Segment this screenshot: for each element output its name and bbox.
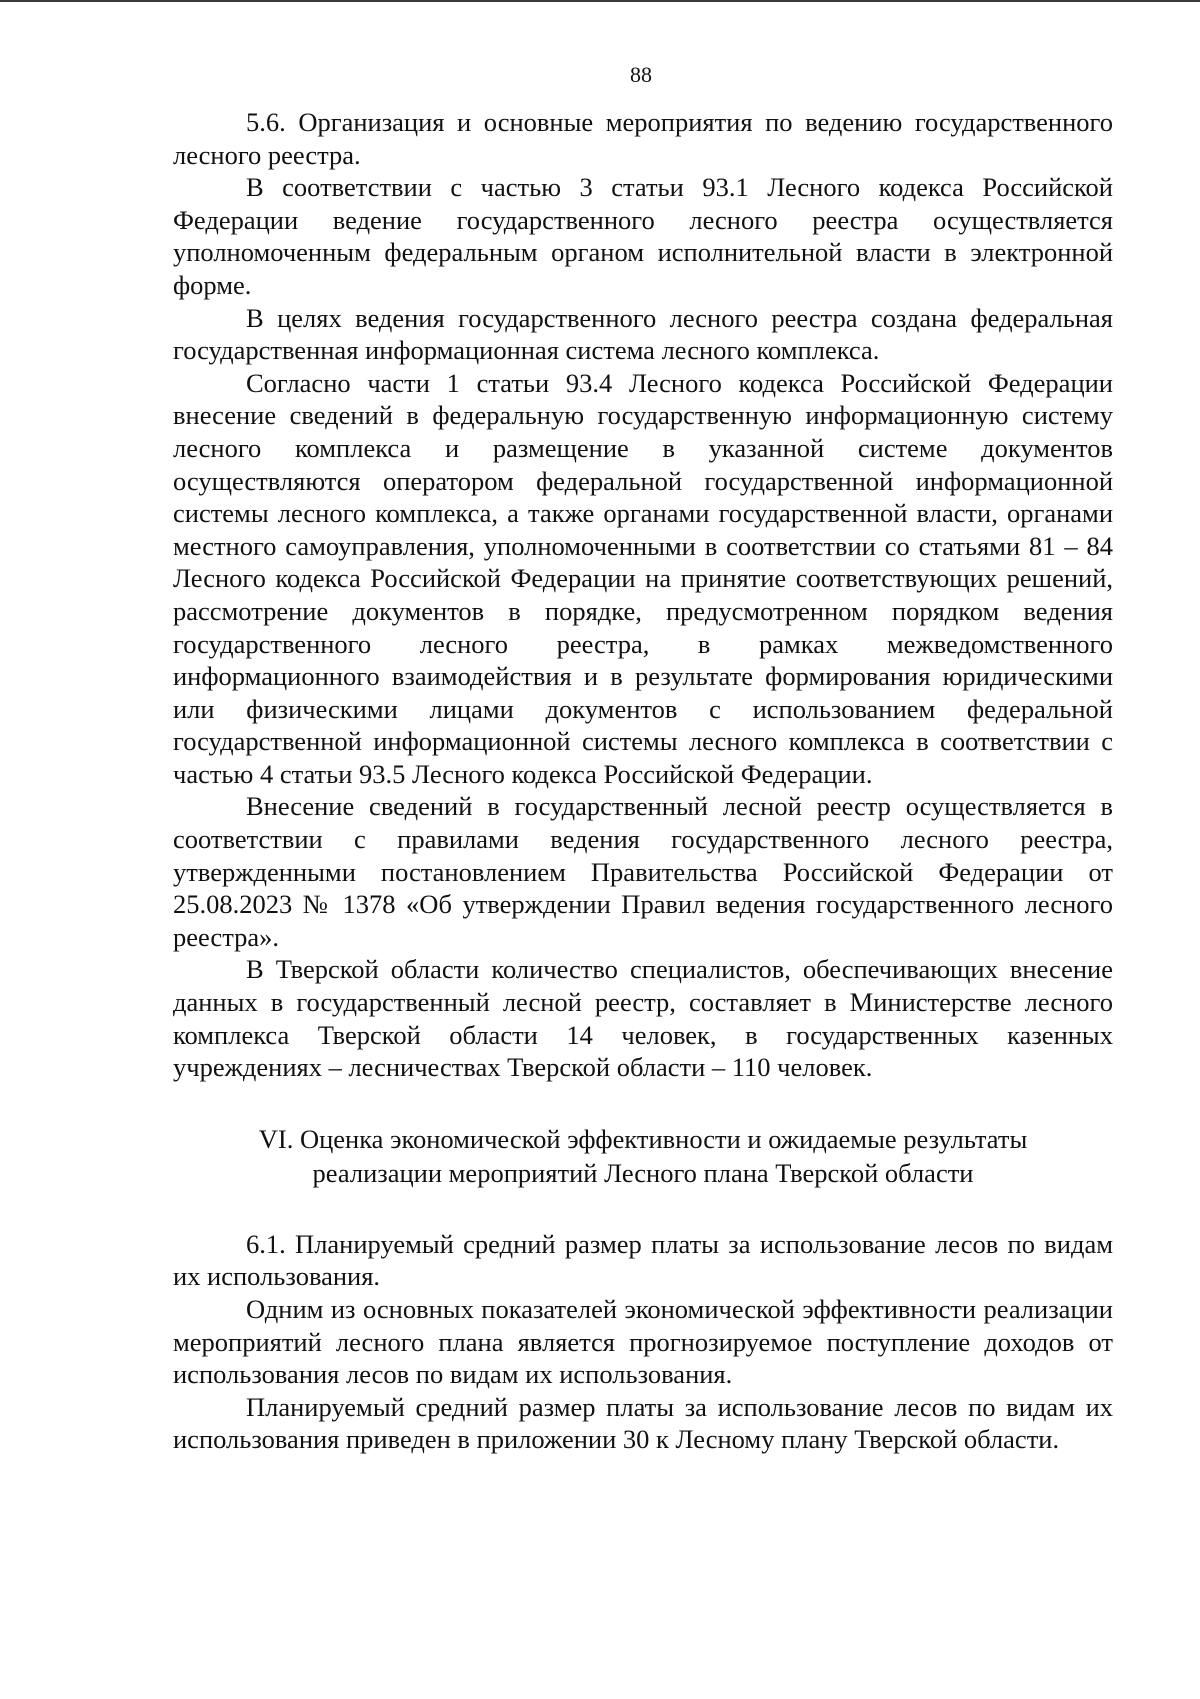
paragraph: В соответствии с частью 3 статьи 93.1 Лесного кодекса Российской Федерации ведение государственного лесного реестра осуществляется уполномоченным федеральным органом исполнительной власти в электронной форме. [173,172,1113,300]
scan-edge [0,0,1200,2]
section-6-heading-line-1: VI. Оценка экономической эффективности и ожидаемые результаты [258,1123,1028,1154]
section-6-heading-line-2: реализации мероприятий Лесного плана Тверской области [312,1157,974,1188]
paragraph: Внесение сведений в государственный лесной реестр осуществляется в соответствии с правилами ведения государственного лесного реестра, утвержденными постановлением Правительства Российской Федерации от 25.08.2023 № 1378 «Об утверждении Правил ведения государственного лесного реестра». [173,791,1113,952]
paragraph: В целях ведения государственного лесного реестра создана федеральная государственная информационная система лесного комплекса. [173,302,1113,366]
section-5-6-title: 5.6. Организация и основные мероприятия по ведению государственного лесного реестра. [173,107,1113,170]
paragraph: Одним из основных показателей экономической эффективности реализации мероприятий лесного плана является прогнозируемое поступление доходов от использования лесов по видам их использования. [173,1294,1113,1390]
paragraph: В Тверской области количество специалистов, обеспечивающих внесение данных в государственный лесной реестр, составляет в Министерстве лесного комплекса Тверской области 14 человек, в государственных казенных учреждениях – лесничествах Тверской области – 110 человек. [173,954,1113,1083]
document-body [173,106,1113,1456]
section-6-1-title: 6.1. Планируемый средний размер платы за использование лесов по видам их использования. [173,1228,1113,1292]
paragraph: Согласно части 1 статьи 93.4 Лесного кодекса Российской Федерации внесение сведений в федеральную государственную информационную систему лесного комплекса и размещение в указанной системе документов осуществляются оператором федеральной государственной информационной системы лесного комплекса, а также органами государственной власти, органами местного самоуправления, уполномоченными в соответствии со статьями 81 – 84 Лесного кодекса Российской Федерации на принятие соответствующих решений, рассмотрение документов в порядке, предусмотренном порядком ведения государственного лесного реестра, в рамках межведомственного информационного взаимодействия и в результате формирования юридическими или физическими лицами документов с использованием федеральной государственной информационной системы лесного комплекса в соответствии с частью 4 статьи 93.5 Лесного кодекса Российской Федерации. [173,367,1113,789]
page-number: 88 [630,62,652,87]
paragraph: Планируемый средний размер платы за использование лесов по видам их использования приведен в приложении 30 к Лесному плану Тверской области. [173,1391,1113,1455]
section-6-heading [173,1122,1113,1190]
